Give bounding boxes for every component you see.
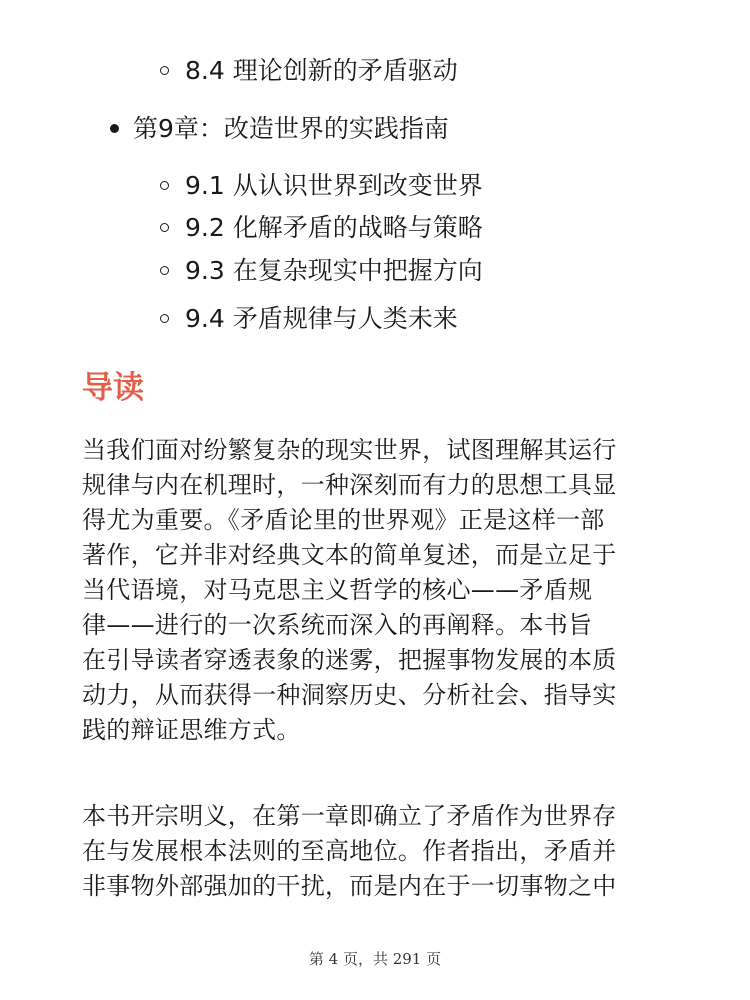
toc-section-label: 8.4 理论创新的矛盾驱动 [185,56,458,85]
paragraph-line: 动力，从而获得一种洞察历史、分析社会、指导实 [82,681,617,709]
paragraph-line: 非事物外部强加的干扰，而是内在于一切事物之中 [82,872,617,900]
hollow-bullet-icon [160,314,169,323]
section-heading-intro: 导读 [82,370,144,406]
filled-bullet-icon [110,124,119,133]
paragraph-line: 践的辩证思维方式。 [82,716,301,744]
hollow-bullet-icon [160,266,169,275]
toc-chapter-9[interactable] [110,112,449,146]
intro-paragraph-2 [82,799,672,904]
toc-chapter-label: 第9章：改造世界的实践指南 [133,114,449,143]
toc-section-label: 9.4 矛盾规律与人类未来 [185,304,458,333]
toc-section-9-3[interactable] [160,254,483,288]
toc-section-9-2[interactable] [160,211,483,245]
toc-section-9-4[interactable] [160,302,458,336]
paragraph-line: 在与发展根本法则的至高地位。作者指出，矛盾并 [82,837,617,865]
hollow-bullet-icon [160,181,169,190]
toc-section-8-4[interactable] [160,54,458,88]
paragraph-line: 规律与内在机理时，一种深刻而有力的思想工具显 [82,471,617,499]
toc-section-label: 9.1 从认识世界到改变世界 [185,171,483,200]
paragraph-line: 得尤为重要。《矛盾论里的世界观》正是这样一部 [82,506,605,534]
intro-paragraph-1 [82,433,672,748]
toc-section-label: 9.2 化解矛盾的战略与策略 [185,213,483,242]
paragraph-line: 当我们面对纷繁复杂的现实世界，试图理解其运行 [82,436,617,464]
paragraph-line: 在引导读者穿透表象的迷雾，把握事物发展的本质 [82,646,617,674]
paragraph-line: 本书开宗明义，在第一章即确立了矛盾作为世界存 [82,802,617,830]
hollow-bullet-icon [160,223,169,232]
hollow-bullet-icon [160,66,169,75]
toc-section-9-1[interactable] [160,169,483,203]
paragraph-line: 律——进行的一次系统而深入的再阐释。本书旨 [82,611,593,639]
toc-section-label: 9.3 在复杂现实中把握方向 [185,256,483,285]
page-number-footer: 第 4 页，共 291 页 [308,950,442,968]
paragraph-line: 著作，它并非对经典文本的简单复述，而是立足于 [82,541,617,569]
paragraph-line: 当代语境，对马克思主义哲学的核心——矛盾规 [82,576,593,604]
